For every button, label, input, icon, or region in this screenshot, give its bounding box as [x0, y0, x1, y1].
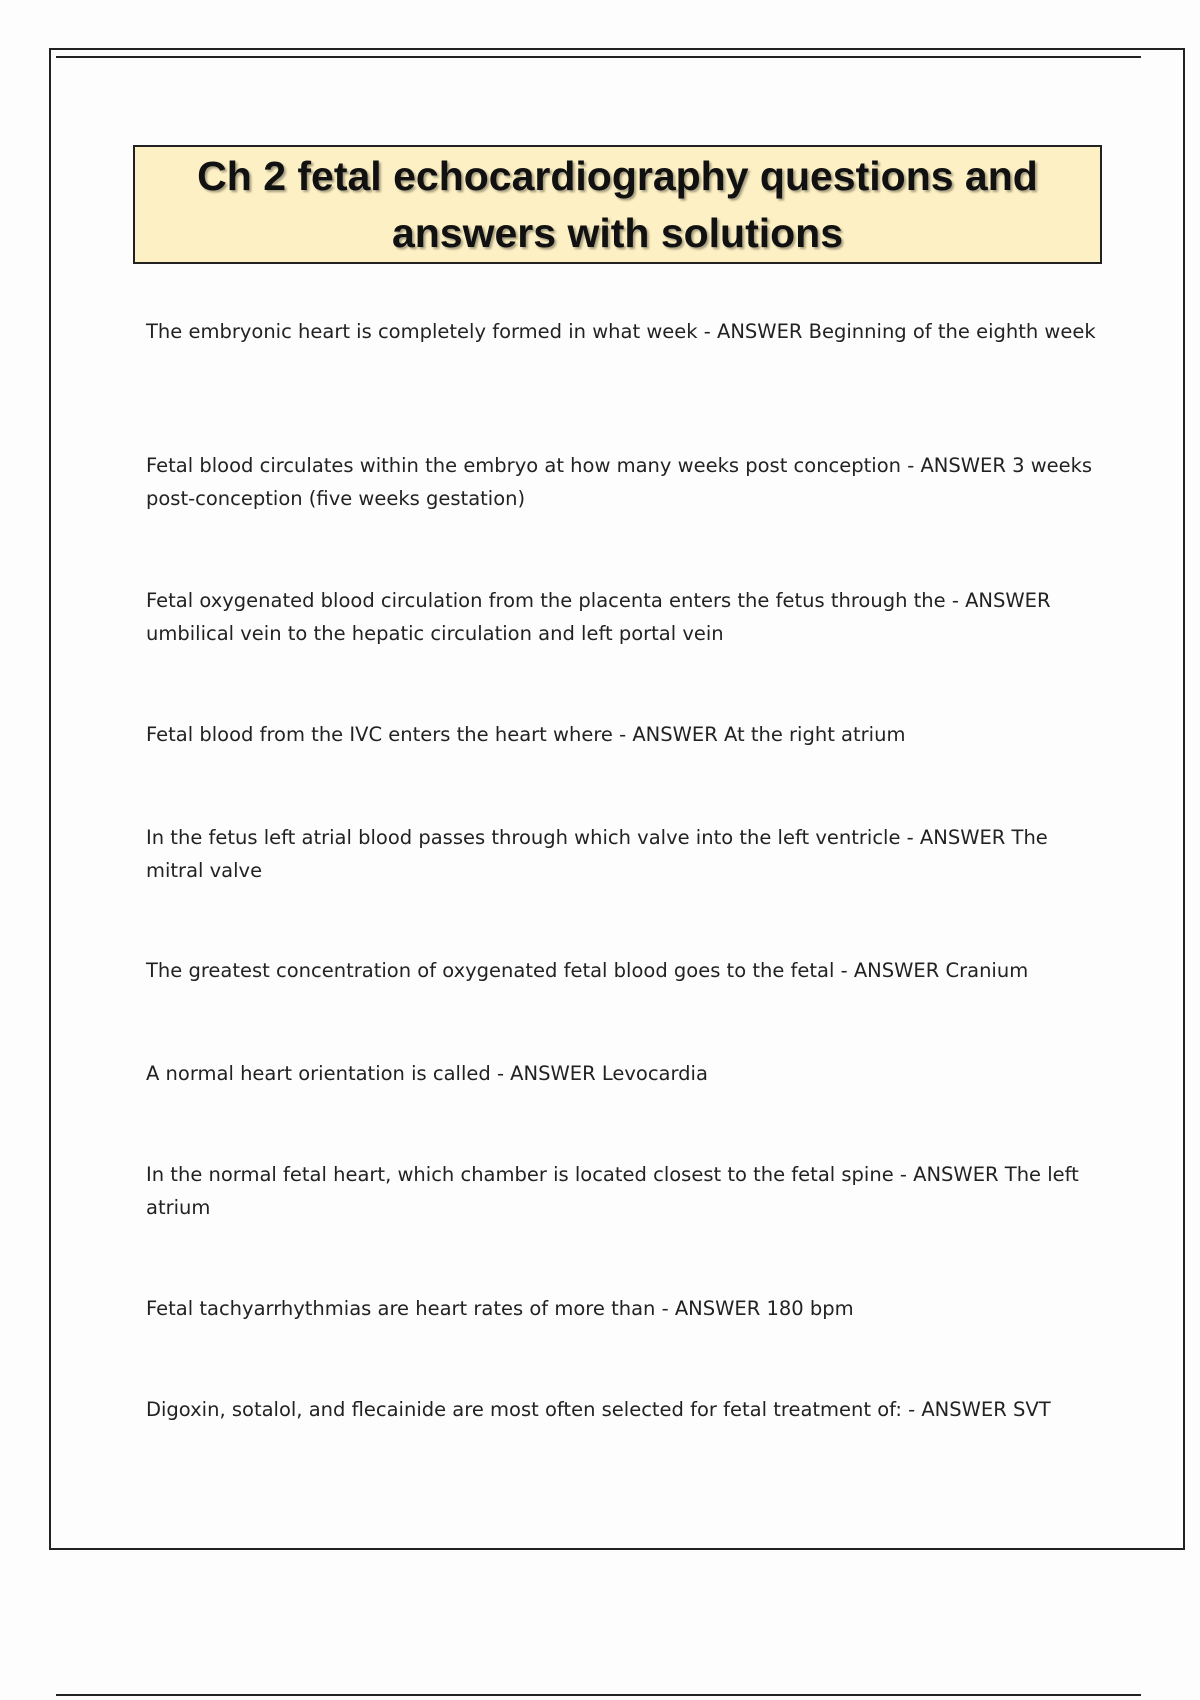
qa-entry-6: The greatest concentration of oxygenated fetal blood goes to the fetal - ANSWER Cranium — [146, 959, 1029, 982]
qa-entry-1: The embryonic heart is completely formed in what week - ANSWER Beginning of the eighth week — [146, 320, 1096, 343]
qa-entry-2: Fetal blood circulates within the embryo at how many weeks post conception - ANSWER 3 weeks post-conception (five weeks gestation) — [146, 454, 1093, 510]
qa-entry-5: In the fetus left atrial blood passes through which valve into the left ventricle - ANSWER The mitral valve — [146, 826, 1048, 882]
qa-entry-10: Digoxin, sotalol, and flecainide are most often selected for fetal treatment of: - ANSWER SVT — [146, 1398, 1051, 1421]
qa-entry-3: Fetal oxygenated blood circulation from the placenta enters the fetus through the - ANSWER umbilical vein to the hepatic circulation and left portal vein — [146, 589, 1051, 645]
qa-entry-9: Fetal tachyarrhythmias are heart rates of more than - ANSWER 180 bpm — [146, 1297, 854, 1320]
qa-entry-4: Fetal blood from the IVC enters the heart where - ANSWER At the right atrium — [146, 723, 906, 746]
bottom-rule — [56, 1694, 1141, 1696]
top-rule — [56, 56, 1141, 58]
qa-entry-8: In the normal fetal heart, which chamber is located closest to the fetal spine - ANSWER The left atrium — [146, 1163, 1079, 1219]
title-box — [133, 145, 1102, 264]
document-title: Ch 2 fetal echocardiography questions and answers with solutions — [197, 152, 1038, 256]
qa-entry-7: A normal heart orientation is called - ANSWER Levocardia — [146, 1062, 708, 1085]
